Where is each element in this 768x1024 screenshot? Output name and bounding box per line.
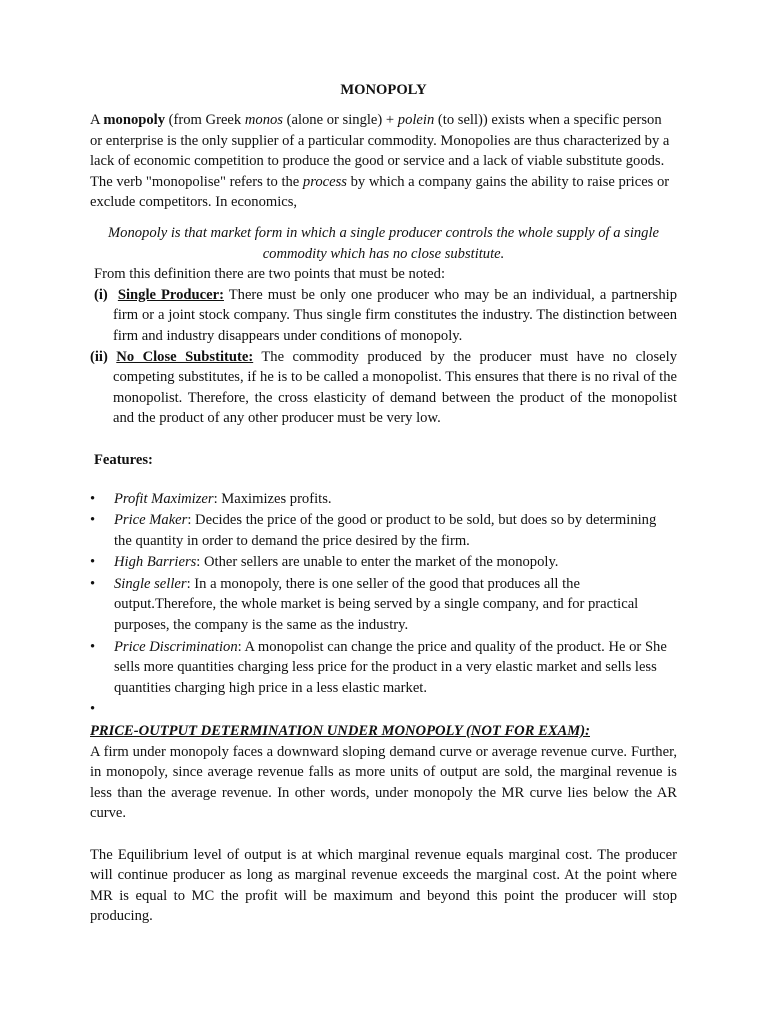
bullet-icon: • [90, 512, 96, 529]
list-item [90, 699, 677, 720]
list-item [90, 510, 677, 551]
intro-term-process: process [302, 173, 347, 190]
bullet-icon: • [90, 701, 96, 718]
point-marker: (i) [94, 286, 108, 303]
list-item [90, 552, 677, 573]
feature-text: : A monopolist can change the price and quality of the product. He or She sells more quantities charging less price for the product in a very elastic market and sells less quantities charging high price in a less elastic market. [114, 638, 667, 696]
feature-term: Price Maker [114, 512, 188, 529]
body-paragraph: The Equilibrium level of output is at which marginal revenue equals marginal cost. The producer will continue producer as long as marginal revenue exceeds the marginal cost. At the point where MR is equal to MC the profit will be maximum and beyond this point the producer will stop producing. [90, 846, 677, 925]
document-title: MONOPOLY [340, 82, 427, 98]
point-label: No Close Substitute: [116, 348, 254, 365]
intro-term-monopoly: monopoly [103, 112, 166, 128]
feature-text: : In a monopoly, there is one seller of the good that produces all the output.Therefore, the whole market is being served by a single company, and for practical purposes, the company is the same as the industry. [114, 575, 639, 634]
definition-quote: Monopoly is that market form in which a single producer controls the whole supply of a single commodity which has no close substitute. [108, 224, 659, 262]
feature-term: Single seller [114, 575, 187, 592]
intro-paragraph [90, 110, 677, 213]
point-label: Single Producer: [117, 286, 224, 303]
point-text: There must be only one producer who may be an individual, a partnership firm or a joint stock company. Thus single firm constitutes the industry. The distinction between firm and industry disappears under conditions of monopoly. [113, 286, 677, 344]
bullet-icon: • [90, 575, 96, 592]
bullet-icon: • [90, 638, 96, 655]
features-heading: Features: [94, 451, 153, 468]
intro-term-monos: monos [244, 112, 283, 128]
point-no-close-substitute [90, 347, 677, 429]
features-list [90, 489, 677, 721]
paragraph-spacer [90, 824, 677, 845]
feature-text: : Other sellers are unable to enter the market of the monopoly. [196, 554, 559, 571]
intro-text: A [90, 112, 104, 128]
section-heading: PRICE-OUTPUT DETERMINATION UNDER MONOPOLY (NOT FOR EXAM): [90, 723, 590, 740]
intro-text: (alone or single) + [282, 112, 398, 128]
bullet-icon: • [90, 554, 96, 571]
feature-text: : Decides the price of the good or product to be sold, but does so by determining the quantity in order to demand the price desired by the firm. [114, 512, 657, 549]
point-marker: (ii) [90, 348, 108, 365]
feature-term: Price Discrimination [114, 638, 238, 655]
definition-note: From this definition there are two points that must be noted: [94, 266, 446, 283]
feature-term: Profit Maximizer [114, 490, 214, 507]
list-item [90, 574, 677, 636]
point-single-producer [90, 285, 677, 347]
feature-term: High Barriers [114, 554, 197, 571]
intro-text: (from Greek [165, 112, 245, 128]
list-item [90, 637, 677, 699]
body-paragraph: A firm under monopoly faces a downward sloping demand curve or average revenue curve. Further, in monopoly, since average revenue falls as more units of output are sold, the marginal revenue is less than the average revenue. In other words, under monopoly the MR curve lies below the AR curve. [90, 743, 677, 822]
intro-text: (to sell)) exists when a specific person or enterprise is the only supplier of a particular commodity. Monopolies are thus characterized by a lack of economic competition to produce the good or service and a lack of viable substitute goods. The verb "monopolise" refers to the [90, 112, 670, 190]
point-text: The commodity produced by the producer must have no closely competing substitutes, if he is to be called a monopolist. This ensures that there is no rival of the monopolist. Therefore, the cross elasticity of demand between the product of the monopolist and the product of any other producer must be very low. [113, 348, 677, 427]
document-page [90, 79, 677, 927]
bullet-icon: • [90, 490, 96, 507]
feature-text: : Maximizes profits. [213, 490, 332, 507]
intro-text: by which a company gains the ability to raise prices or exclude competitors. In economics, [90, 173, 670, 211]
intro-term-polein: polein [397, 112, 435, 128]
list-item [90, 489, 677, 510]
